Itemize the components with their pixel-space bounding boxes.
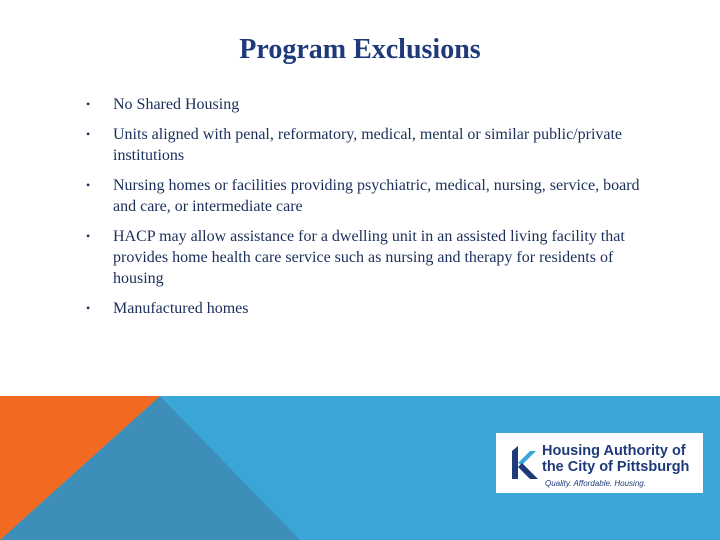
list-item [86,226,666,289]
logo-wordmark [542,443,702,475]
hacp-logo [496,433,703,493]
bullet-text: Manufactured homes [113,300,249,317]
bullet-list [86,94,666,328]
bullet-icon: • [86,178,91,192]
bullet-text: Units aligned with penal, reformatory, medical, mental or similar public/private institutions [113,126,623,164]
bullet-text: No Shared Housing [113,96,240,113]
list-item [86,298,666,319]
list-item [86,175,666,217]
house-k-logo-icon [508,443,540,479]
bullet-text: Nursing homes or facilities providing psychiatric, medical, nursing, service, board and care, or intermediate care [113,177,640,215]
logo-tagline: Quality. Affordable. Housing. [545,479,646,488]
bullet-text: HACP may allow assistance for a dwelling unit in an assisted living facility that provides home health care service such as nursing and therapy for residents of housing [113,228,625,287]
logo-line-1: Housing Authority of [542,443,686,459]
bullet-icon: • [86,229,91,243]
bullet-icon: • [86,127,91,141]
slide-title: Program Exclusions [239,34,481,65]
logo-line-2: the City of Pittsburgh [542,459,690,475]
bullet-icon: • [86,97,91,111]
bullet-icon: • [86,301,91,315]
list-item [86,124,666,166]
list-item [86,94,666,115]
